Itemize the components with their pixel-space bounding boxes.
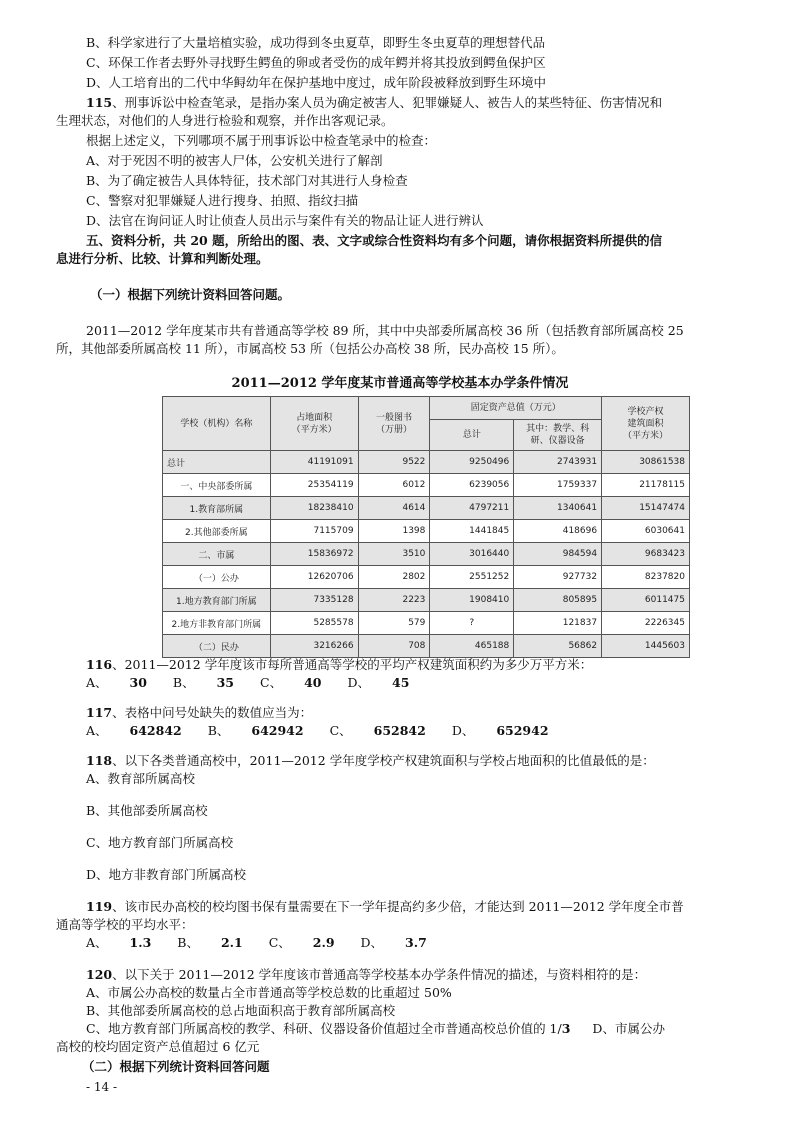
options-row bbox=[86, 722, 726, 740]
question-text: 、2011—2012 学年度该市每所普通高等学校的平均产权建筑面积约为多少万平方米： bbox=[112, 657, 593, 672]
option-a: A、 30 bbox=[86, 675, 147, 690]
cell-area: 25354119 bbox=[270, 474, 358, 497]
cell-books: 2802 bbox=[358, 566, 430, 589]
options-row bbox=[86, 934, 726, 952]
cell-assets: 2551252 bbox=[430, 566, 514, 589]
option-a: A、 1.3 bbox=[86, 935, 152, 950]
table-row bbox=[163, 543, 690, 566]
option-line: D、人工培育出的二代中华鲟幼年在保护基地中度过，成年阶段被释放到野生环境中 bbox=[86, 75, 547, 90]
table-row bbox=[163, 589, 690, 612]
page-number: - 14 - bbox=[86, 1080, 118, 1094]
question-text-cont: 通高等学校的平均水平： bbox=[56, 917, 194, 932]
question-text: 、表格中问号处缺失的数值应当为： bbox=[112, 705, 313, 720]
header-books: 一般图书 （万册） bbox=[358, 397, 430, 451]
cell-building: 6011475 bbox=[602, 589, 690, 612]
cell-building: 9683423 bbox=[602, 543, 690, 566]
option-c: C、 40 bbox=[260, 675, 322, 690]
option-line: B、科学家进行了大量培植实验，成功得到冬虫夏草，即野生冬虫夏草的理想替代品 bbox=[86, 35, 546, 50]
cell-building: 15147474 bbox=[602, 497, 690, 520]
option-c: C、 2.9 bbox=[268, 935, 335, 950]
section-heading: 五、资料分析，共 20 题，所给出的图、表、文字或综合性资料均有多个问题，请你根据资料所提供的信 bbox=[86, 233, 663, 248]
question-117 bbox=[86, 704, 726, 722]
option-line: D、法官在询问证人时让侦查人员出示与案件有关的物品让证人进行辨认 bbox=[86, 213, 484, 228]
question-115 bbox=[86, 94, 726, 112]
cell-assets: 9250496 bbox=[430, 451, 514, 474]
cell-name: （一）公办 bbox=[163, 566, 271, 589]
cell-assets: 6239056 bbox=[430, 474, 514, 497]
cell-books: 1398 bbox=[358, 520, 430, 543]
option-line: B、为了确定被告人具体特征，技术部门对其进行人身检查 bbox=[86, 173, 408, 188]
question-120 bbox=[86, 966, 726, 984]
section-heading-cont: 息进行分析、比较、计算和判断处理。 bbox=[56, 251, 269, 266]
question-prompt: 根据上述定义，下列哪项不属于刑事诉讼中检查笔录中的检查： bbox=[86, 133, 437, 148]
cell-building: 2226345 bbox=[602, 612, 690, 635]
option-line: C、环保工作者去野外寻找野生鳄鱼的卵或者受伤的成年鳄并将其投放到鳄鱼保护区 bbox=[86, 55, 546, 70]
option-line: C、地方教育部门所属高校的教学、科研、仪器设备价值超过全市普通高校总价值的 1/3 D、市属公办 bbox=[86, 1021, 665, 1036]
cell-equipment: 1340641 bbox=[514, 497, 602, 520]
question-number: 119 bbox=[86, 899, 113, 914]
cell-building: 21178115 bbox=[602, 474, 690, 497]
option-line: D、地方非教育部门所属高校 bbox=[86, 867, 247, 882]
header-school: 学校（机构）名称 bbox=[163, 397, 271, 451]
cell-name: 一、中央部委所属 bbox=[163, 474, 271, 497]
question-text: 、以下关于 2011—2012 学年度该市普通高等学校基本办学条件情况的描述，与资料相符的是： bbox=[112, 967, 647, 982]
question-text: 、该市民办高校的校均图书保有量需要在下一学年提高约多少倍，才能达到 2011—2012 学年度全市普 bbox=[112, 899, 684, 914]
table-row bbox=[163, 497, 690, 520]
option-line: C、警察对犯罪嫌疑人进行搜身、拍照、指纹扫描 bbox=[86, 193, 359, 208]
option-line: A、市属公办高校的数量占全市普通高等学校总数的比重超过 50% bbox=[86, 985, 452, 1000]
cell-books: 579 bbox=[358, 612, 430, 635]
option-d: D、 45 bbox=[347, 675, 410, 690]
cell-area: 3216266 bbox=[270, 635, 358, 658]
cell-area: 7335128 bbox=[270, 589, 358, 612]
table-row bbox=[163, 612, 690, 635]
cell-assets: 465188 bbox=[430, 635, 514, 658]
option-line: A、教育部所属高校 bbox=[86, 771, 196, 786]
cell-books: 2223 bbox=[358, 589, 430, 612]
option-b: B、 35 bbox=[172, 675, 235, 690]
cell-books: 708 bbox=[358, 635, 430, 658]
cell-name: 总计 bbox=[163, 451, 271, 474]
header-equipment: 其中：教学、科 研、仪器设备 bbox=[514, 420, 602, 451]
question-118 bbox=[86, 752, 726, 770]
cell-equipment: 805895 bbox=[514, 589, 602, 612]
header-building: 学校产权 建筑面积 （平方米） bbox=[602, 397, 690, 451]
header-area: 占地面积 （平方米） bbox=[270, 397, 358, 451]
cell-building: 1445603 bbox=[602, 635, 690, 658]
data-table bbox=[162, 396, 690, 658]
paragraph-cont: 所，其他部委所属高校 11 所），市属高校 53 所（包括公办高校 38 所，民办高校 15 所）。 bbox=[56, 341, 564, 356]
table-row bbox=[163, 451, 690, 474]
cell-books: 6012 bbox=[358, 474, 430, 497]
cell-equipment: 927732 bbox=[514, 566, 602, 589]
question-number: 118 bbox=[86, 753, 113, 768]
cell-area: 5285578 bbox=[270, 612, 358, 635]
option-line: A、对于死因不明的被害人尸体，公安机关进行了解剖 bbox=[86, 153, 383, 168]
cell-books: 4614 bbox=[358, 497, 430, 520]
question-text: 、以下各类普通高校中，2011—2012 学年度学校产权建筑面积与学校占地面积的比值最低的是： bbox=[112, 753, 655, 768]
cell-assets: 1908410 bbox=[430, 589, 514, 612]
part-heading: （二）根据下列统计资料回答问题 bbox=[82, 1059, 270, 1074]
cell-assets: 1441845 bbox=[430, 520, 514, 543]
option-d: D、 652942 bbox=[451, 723, 549, 738]
option-line: C、地方教育部门所属高校 bbox=[86, 835, 234, 850]
question-119 bbox=[86, 898, 726, 916]
cell-name: （二）民办 bbox=[163, 635, 271, 658]
cell-name: 1.地方教育部门所属 bbox=[163, 589, 271, 612]
option-line: B、其他部委所属高校的总占地面积高于教育部所属高校 bbox=[86, 1003, 396, 1018]
question-116 bbox=[86, 656, 726, 674]
cell-assets-missing: ? bbox=[430, 612, 514, 635]
cell-assets: 3016440 bbox=[430, 543, 514, 566]
question-text: 、刑事诉讼中检查笔录，是指办案人员为确定被害人、犯罪嫌疑人、被告人的某些特征、伤害情况和 bbox=[112, 95, 663, 110]
question-number: 120 bbox=[86, 967, 113, 982]
table-row bbox=[163, 520, 690, 543]
cell-books: 3510 bbox=[358, 543, 430, 566]
option-a: A、 642842 bbox=[86, 723, 182, 738]
cell-building: 6030641 bbox=[602, 520, 690, 543]
option-line: B、其他部委所属高校 bbox=[86, 803, 208, 818]
cell-area: 41191091 bbox=[270, 451, 358, 474]
cell-equipment: 984594 bbox=[514, 543, 602, 566]
cell-equipment: 121837 bbox=[514, 612, 602, 635]
question-number: 117 bbox=[86, 705, 113, 720]
question-number: 116 bbox=[86, 657, 113, 672]
cell-area: 7115709 bbox=[270, 520, 358, 543]
cell-assets: 4797211 bbox=[430, 497, 514, 520]
cell-area: 18238410 bbox=[270, 497, 358, 520]
header-assets: 固定资产总值（万元） bbox=[430, 397, 602, 420]
cell-name: 二、市属 bbox=[163, 543, 271, 566]
question-text-cont: 生理状态，对他们的人身进行检验和观察，并作出客观记录。 bbox=[56, 113, 394, 128]
cell-area: 15836972 bbox=[270, 543, 358, 566]
option-d: D、 3.7 bbox=[360, 935, 427, 950]
cell-building: 30861538 bbox=[602, 451, 690, 474]
cell-equipment: 418696 bbox=[514, 520, 602, 543]
table-row bbox=[163, 635, 690, 658]
header-assets-total: 总计 bbox=[430, 420, 514, 451]
table-row bbox=[163, 566, 690, 589]
option-c: C、 652842 bbox=[329, 723, 426, 738]
cell-equipment: 1759337 bbox=[514, 474, 602, 497]
table-title: 2011—2012 学年度某市普通高等学校基本办学条件情况 bbox=[231, 376, 569, 391]
paragraph: 2011—2012 学年度某市共有普通高等学校 89 所，其中中央部委所属高校 36 所（包括教育部所属高校 25 bbox=[86, 323, 684, 338]
cell-name: 2.其他部委所属 bbox=[163, 520, 271, 543]
option-b: B、 2.1 bbox=[177, 935, 243, 950]
cell-area: 12620706 bbox=[270, 566, 358, 589]
table-row bbox=[163, 474, 690, 497]
part-heading: （一）根据下列统计资料回答问题。 bbox=[90, 287, 291, 302]
cell-equipment: 2743931 bbox=[514, 451, 602, 474]
cell-equipment: 56862 bbox=[514, 635, 602, 658]
question-number: 115 bbox=[86, 95, 113, 110]
cell-building: 8237820 bbox=[602, 566, 690, 589]
cell-name: 1.教育部所属 bbox=[163, 497, 271, 520]
option-b: B、 642942 bbox=[207, 723, 304, 738]
options-row bbox=[86, 674, 726, 692]
option-line-cont: 高校的校均固定资产总值超过 6 亿元 bbox=[56, 1039, 260, 1054]
cell-books: 9522 bbox=[358, 451, 430, 474]
cell-name: 2.地方非教育部门所属 bbox=[163, 612, 271, 635]
